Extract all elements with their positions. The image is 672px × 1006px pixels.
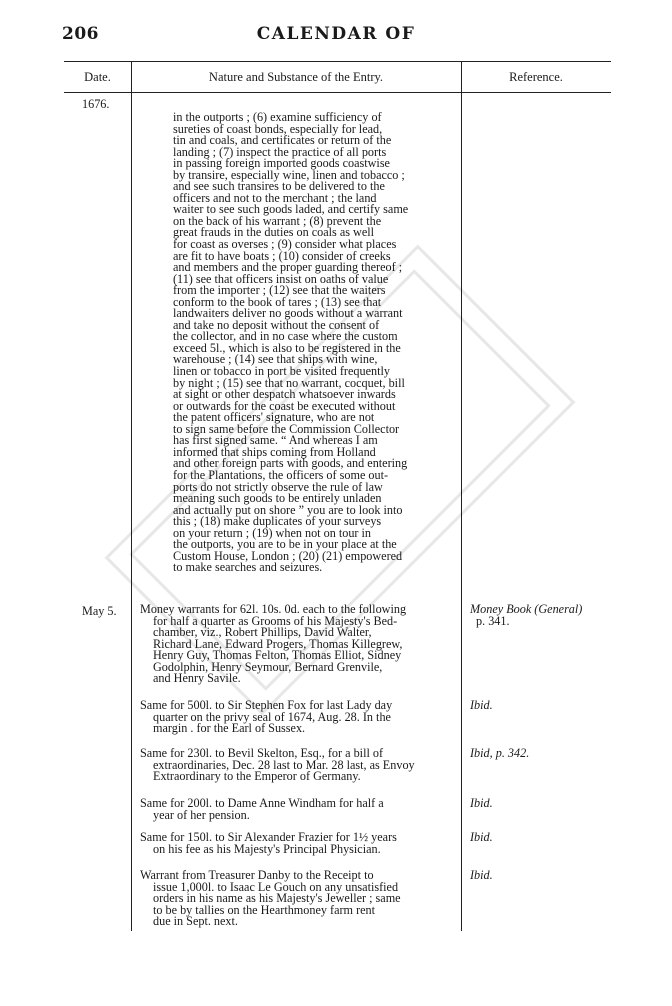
entry-line: year of her pension. <box>153 807 250 822</box>
entry-line: margin . for the Earl of Sussex. <box>153 721 306 736</box>
reference-column-heading: Reference. <box>509 70 563 84</box>
date-column-heading: Date. <box>84 70 111 84</box>
reference-line: p. 341. <box>476 613 510 628</box>
entry-line: from the importer ; (12) see that the waiters <box>173 283 386 298</box>
entry-line: Same for 200l. to Dame Anne Windham for half a <box>140 796 384 810</box>
entry-date: May 5. <box>82 604 117 618</box>
entry-line: quarter on the privy seal of 1674, Aug. 28. In the <box>153 709 391 724</box>
entry-line: Godolphin, Henry Seymour, Bernard Grenvile, <box>153 659 383 674</box>
entry-line: on his fee as his Majesty's Principal Physician. <box>153 841 381 856</box>
entry-text <box>140 832 454 855</box>
entry-line: Warrant from Treasurer Danby to the Receipt to <box>140 868 374 882</box>
entry-line: and other foreign parts with goods, and entering <box>173 456 408 471</box>
entry-line: and Henry Savile. <box>153 671 241 686</box>
entry-line: waiter to see such goods laded, and certify same <box>173 202 409 217</box>
entry-line: at sight or other despatch whatsoever inwards <box>173 387 396 402</box>
entry-line: meaning such goods to be entirely unladen <box>173 491 382 506</box>
entry-line: Same for 230l. to Bevil Skelton, Esq., for a bill of <box>140 746 384 760</box>
entry-line: landwaiters deliver no goods without a warrant <box>173 306 403 321</box>
entry-line: to make searches and seizures. <box>173 560 323 575</box>
entry-line: Extraordinary to the Emperor of Germany. <box>153 769 361 784</box>
entry-line: on your return ; (19) when not on tour in <box>173 525 372 540</box>
entry-reference <box>470 832 493 844</box>
entry-reference <box>470 700 493 712</box>
entry-line: chamber, viz., Robert Phillips, David Walter, <box>153 625 372 640</box>
entry-line: Same for 150l. to Sir Alexander Frazier for 1½ years <box>140 830 397 844</box>
entry-line: by night ; (15) see that no warrant, cocquet, bill <box>173 375 405 390</box>
table-top-rule <box>64 61 611 62</box>
entry-line: has first signed same. “ And whereas I am <box>173 433 378 448</box>
entry-line: on the back of his warrant ; (8) prevent the <box>173 213 382 228</box>
entry-reference <box>470 604 582 627</box>
entry-line: in passing foreign imported goods coastwise <box>173 156 390 171</box>
entry-line: (11) see that officers insist on oaths of value <box>173 271 389 286</box>
reference-line: Ibid. <box>470 830 493 844</box>
entry-line: tin and coals, and certificates or return of the <box>173 133 392 148</box>
entry-text <box>140 798 454 821</box>
reference-line: Money Book (General) <box>470 602 583 616</box>
entry-line: extraordinaries, Dec. 28 last to Mar. 28 last, as Envoy <box>153 757 415 772</box>
entry-line: by transire, especially wine, linen and tobacco ; <box>173 167 405 182</box>
entry-line: Henry Guy, Thomas Felton, Thomas Elliot, Sidney <box>153 648 402 663</box>
entry-line: great frauds in the duties on coals as well <box>173 225 375 240</box>
entry-line: Same for 500l. to Sir Stephen Fox for last Lady day <box>140 698 393 712</box>
entry-line: are fit to have boats ; (10) consider of creeks <box>173 248 391 263</box>
entry-line: for half a quarter as Grooms of his Majesty's Bed- <box>153 613 398 628</box>
entry-line: to be by tallies on the Hearthmoney farm rent <box>153 902 376 917</box>
entry-line: due in Sept. next. <box>153 914 238 929</box>
entry-text <box>140 700 454 735</box>
continued-entry-text <box>173 112 453 574</box>
page-number: 206 <box>62 24 99 44</box>
reference-line: Ibid. <box>470 868 493 882</box>
reference-line: Ibid. <box>470 698 493 712</box>
entry-line: for coast as overses ; (9) consider what places <box>173 237 397 252</box>
entry-line: to sign same before the Commission Collector <box>173 421 400 436</box>
entry-line: the patent officers' signature, who are not <box>173 410 375 425</box>
reference-line: Ibid. <box>470 796 493 810</box>
entry-line: or outwards for the coast be executed without <box>173 398 396 413</box>
reference-column-rule <box>461 61 462 931</box>
entry-line: warehouse ; (14) see that ships with wine, <box>173 352 378 367</box>
entry-line: Richard Lane, Edward Progers, Thomas Killegrew, <box>153 636 403 651</box>
entry-reference <box>470 870 493 882</box>
entry-reference <box>470 798 493 810</box>
date-column-rule <box>131 61 132 931</box>
entry-line: officers and not to the merchant ; the land <box>173 190 377 205</box>
entry-line: Money warrants for 62l. 10s. 0d. each to the following <box>140 602 407 616</box>
entry-line: and actually put on shore ” you are to look into <box>173 502 403 517</box>
entry-line: and members and the proper guarding thereof ; <box>173 260 403 275</box>
reference-line: Ibid, p. 342. <box>470 746 530 760</box>
entry-line: landing ; (7) inspect the practice of all ports <box>173 144 387 159</box>
entry-line: sureties of coast bonds, especially for lead, <box>173 121 383 136</box>
entry-line: linen or tobacco in port be visited frequently <box>173 364 390 379</box>
entry-line: in the outports ; (6) examine sufficiency of <box>173 110 382 124</box>
entry-line: the collector, and in no case where the custom <box>173 329 398 344</box>
entry-line: for the Plantations, the officers of some out- <box>173 467 389 482</box>
year-label: 1676. <box>82 97 110 111</box>
entry-line: this ; (18) make duplicates of your surveys <box>173 514 382 529</box>
entry-line: orders in his name as his Majesty's Jeweller ; same <box>153 891 401 906</box>
table-header-rule <box>64 92 611 93</box>
entry-column-heading: Nature and Substance of the Entry. <box>208 70 384 84</box>
entry-line: conform to the book of tares ; (13) see that <box>173 294 382 309</box>
running-title: CALENDAR OF <box>256 24 416 44</box>
entry-text <box>140 748 454 783</box>
entry-line: issue 1,000l. to Isaac Le Gouch on any unsatisfied <box>153 879 399 894</box>
entry-line: informed that ships coming from Holland <box>173 444 376 459</box>
entry-line: exceed 5l., which is also to be registered in the <box>173 340 401 355</box>
entry-line: ports do not strictly observe the rule of law <box>173 479 383 494</box>
entry-reference <box>470 748 529 760</box>
entry-text <box>140 870 454 928</box>
entry-line: and take no deposit without the consent of <box>173 317 380 332</box>
entry-line: and see such transires to be delivered to the <box>173 179 385 194</box>
entry-line: Custom House, London ; (20) (21) empowered <box>173 548 403 563</box>
entry-line: the outports, you are to be in your place at the <box>173 537 397 552</box>
entry-text <box>140 604 454 685</box>
